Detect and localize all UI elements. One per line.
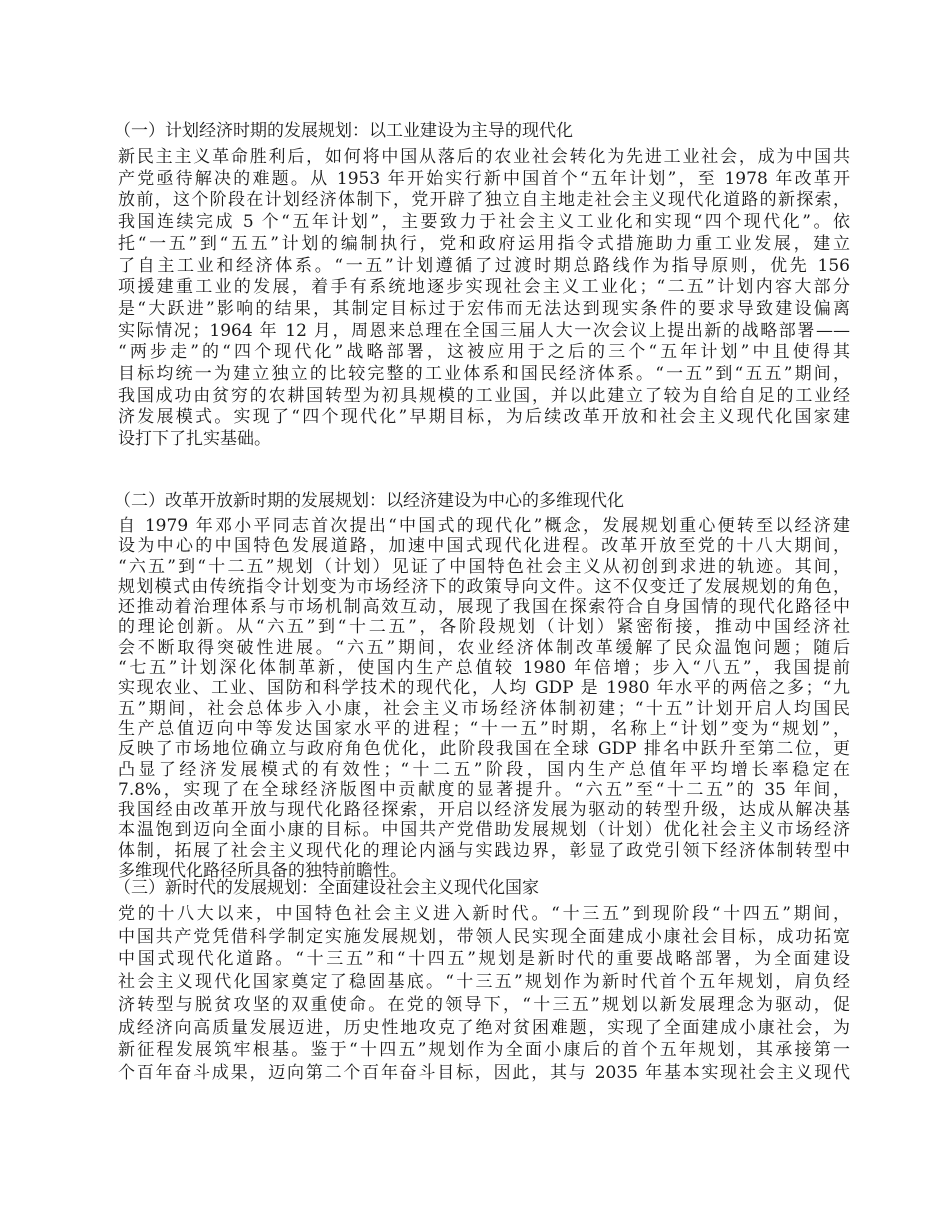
text-line: 实际情况；1964 年 12 月，周恩来总理在全国三届人大一次会议上提出新的战略部署—— [118, 320, 850, 341]
text-line: 凸显了经济发展模式的有效性；“十二五”阶段，国内生产总值年平均增长率稳定在 [118, 759, 850, 780]
text-line: 是“大跃进”影响的结果，其制定目标过于宏伟而无法达到现实条件的要求导致建设偏离 [118, 298, 850, 319]
text-line: 我国连续完成 5 个“五年计划”，主要致力于社会主义工业化和实现“四个现代化”。依 [118, 212, 850, 233]
text-line: 会不断取得突破性进展。“六五”期间，农业经济体制改革缓解了民众温饱问题；随后 [118, 637, 850, 658]
text-line: 济转型与脱贫攻坚的双重使命。在党的领导下，“十三五”规划以新发展理念为驱动，促 [118, 994, 850, 1015]
text-line: 中国共产党凭借科学制定实施发展规划，带领人民实现全面建成小康社会目标，成功拓宽 [118, 926, 850, 947]
text-line: 实现农业、工业、国防和科学技术的现代化，人均 GDP 是 1980 年水平的两倍之多；“九 [118, 678, 850, 699]
section-paragraph-3 [118, 903, 850, 1085]
text-line: 7.8%，实现了在全球经济版图中贡献度的显著提升。“六五”至“十二五”的 35 年间， [118, 779, 850, 800]
text-line: 体制，拓展了社会主义现代化的理论内涵与实践边界，彰显了政党引领下经济体制转型中 [118, 840, 850, 861]
text-line: 了自主工业和经济体系。“一五”计划遵循了过渡时期总路线作为指导原则，优先 156 [118, 255, 850, 276]
text-line: 生产总值迈向中等发达国家水平的进程；“十一五”时期，名称上“计划”变为“规划”， [118, 718, 850, 739]
text-line: 设为中心的中国特色发展道路，加速中国式现代化进程。改革开放至党的十八大期间， [118, 536, 850, 557]
text-line: 目标均统一为建立独立的比较完整的工业体系和国民经济体系。“一五”到“五五”期间， [118, 364, 850, 385]
text-line: 放前，这个阶段在计划经济体制下，党开辟了独立自主地走社会主义现代化道路的新探索， [118, 190, 850, 211]
text-line: 托“一五”到“五五”计划的编制执行，党和政府运用指令式措施助力重工业发展，建立 [118, 233, 850, 254]
text-line: 我国成功由贫穷的农耕国转型为初具规模的工业国，并以此建立了较为自给自足的工业经 [118, 385, 850, 406]
text-line: 中国式现代化道路。“十三五”和“十四五”规划是新时代的重要战略部署，为全面建设 [118, 949, 850, 970]
text-line: 党的十八大以来，中国特色社会主义进入新时代。“十三五”到现阶段“十四五”期间， [118, 904, 850, 924]
text-line: “六五”到“十二五”规划（计划）见证了中国特色社会主义从初创到求进的轨迹。其间， [118, 556, 850, 577]
text-line: 社会主义现代化国家奠定了稳固基底。“十三五”规划作为新时代首个五年规划，肩负经 [118, 972, 850, 993]
section-heading-3: （三）新时代的发展规划：全面建设社会主义现代化国家 [114, 878, 539, 898]
text-line: 本温饱到迈向全面小康的目标。中国共产党借助发展规划（计划）优化社会主义市场经济 [118, 820, 850, 841]
text-line: “七五”计划深化体制革新，使国内生产总值较 1980 年倍增；步入“八五”，我国提前 [118, 658, 850, 679]
text-line: 多维现代化路径所具备的独特前瞻性。 [118, 861, 407, 882]
text-line: 规划模式由传统指令计划变为市场经济下的政策导向文件。这不仅变迁了发展规划的角色， [118, 576, 850, 597]
text-line: 还推动着治理体系与市场机制高效互动，展现了我国在探索符合自身国情的现代化路径中 [118, 597, 850, 618]
text-line: 我国经由改革开放与现代化路径探索，开启以经济发展为驱动的转型升级，达成从解决基 [118, 800, 850, 821]
section-paragraph-1 [118, 147, 850, 451]
text-line: 产党亟待解决的难题。从 1953 年开始实行新中国首个“五年计划”，至 1978 年改革开 [118, 168, 850, 189]
text-line: 五”期间，社会总体步入小康，社会主义市场经济体制初建；“十五”计划开启人均国民 [118, 698, 850, 719]
text-line: 成经济向高质量发展迈进，历史性地攻克了绝对贫困难题，实现了全面建成小康社会，为 [118, 1017, 850, 1038]
section-heading-1: （一）计划经济时期的发展规划：以工业建设为主导的现代化 [114, 121, 573, 141]
section-heading-2: （二）改革开放新时期的发展规划：以经济建设为中心的多维现代化 [114, 491, 624, 511]
text-line: 反映了市场地位确立与政府角色优化，此阶段我国在全球 GDP 排名中跃升至第二位，更 [118, 739, 850, 760]
section-paragraph-2 [118, 516, 850, 881]
text-line: 济发展模式。实现了“四个现代化”早期目标，为后续改革开放和社会主义现代化国家建 [118, 407, 850, 428]
text-line: 的理论创新。从“六五”到“十二五”，各阶段规划（计划）紧密衔接，推动中国经济社 [118, 617, 850, 638]
text-line: 项援建重工业的发展，着手有系统地逐步实现社会主义工业化；“二五”计划内容大部分 [118, 277, 850, 298]
text-line: “两步走”的“四个现代化”战略部署，这被应用于之后的三个“五年计划”中且使得其 [118, 342, 850, 363]
text-line: 个百年奋斗成果，迈向第二个百年奋斗目标，因此，其与 2035 年基本实现社会主义现代 [118, 1062, 850, 1083]
text-line: 新民主主义革命胜利后，如何将中国从落后的农业社会转化为先进工业社会，成为中国共 [118, 147, 850, 167]
text-line: 新征程发展筑牢根基。鉴于“十四五”规划作为全面小康后的首个五年规划，其承接第一 [118, 1040, 850, 1061]
text-line: 设打下了扎实基础。 [118, 429, 271, 450]
text-line: 自 1979 年邓小平同志首次提出“中国式的现代化”概念，发展规划重心便转至以经济建 [118, 516, 850, 536]
